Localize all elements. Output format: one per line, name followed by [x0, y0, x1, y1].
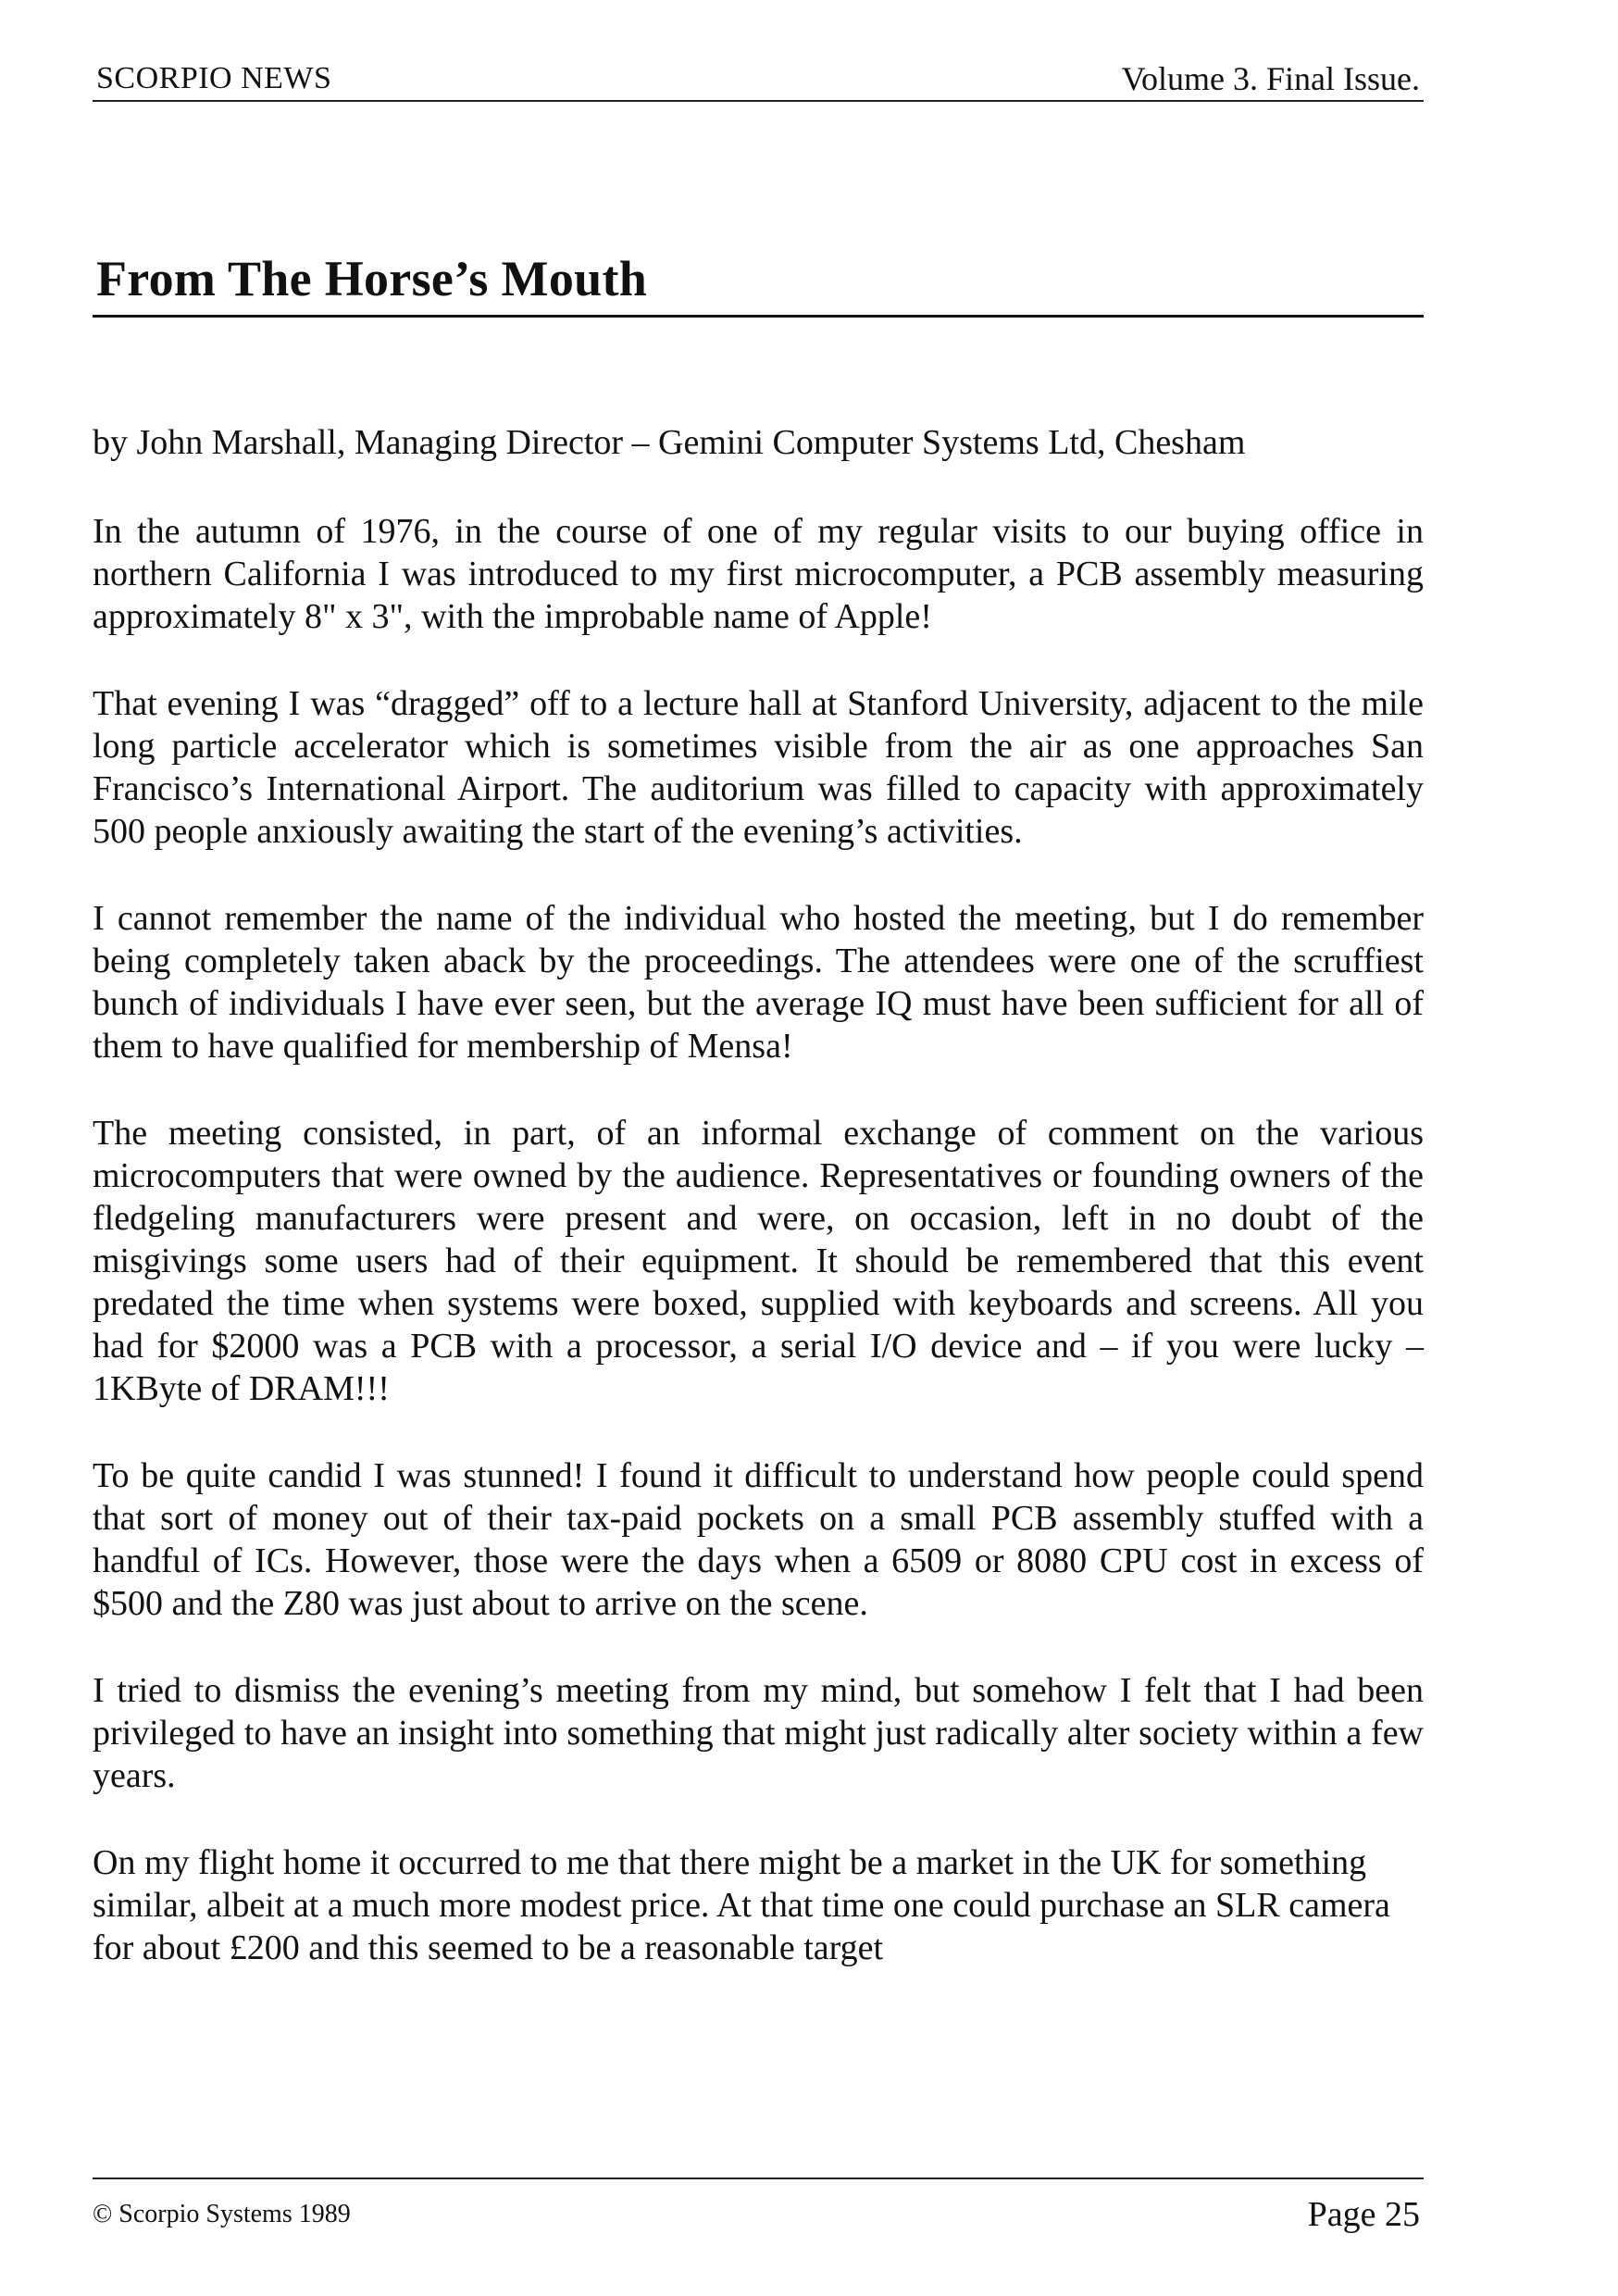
article-title: From The Horse’s Mouth: [96, 251, 648, 306]
paragraph: I cannot remember the name of the individual who hosted the meeting, but I do remember being completely taken aback by the proceedings. The attendees were one of the scruffiest bunch of individuals I have ever seen, but the average IQ must have been sufficient for all of them to have qualified for membership of Mensa!: [93, 899, 1424, 1066]
paragraph: The meeting consisted, in part, of an informal exchange of comment on the various microcomputers that were owned by the audience. Representatives or founding owners of the fledgeling manufacturers were present and were, on occasion, left in no doubt of the misgivings some users had of their equipment. It should be remembered that this event predated the time when systems were boxed, supplied with keyboards and screens. All you had for $2000 was a PCB with a processor, a serial I/O device and – if you were lucky – 1KByte of DRAM!!!: [93, 1114, 1424, 1408]
byline: by John Marshall, Managing Director – Gemini Computer Systems Ltd, Chesham: [93, 423, 1246, 462]
publication-name: SCORPIO NEWS: [96, 61, 332, 95]
running-header: [93, 52, 1424, 102]
copyright-notice: © Scorpio Systems 1989: [93, 2200, 351, 2228]
running-footer: [93, 2177, 1424, 2244]
paragraph: To be quite candid I was stunned! I found it difficult to understand how people could spend that sort of money out of their tax-paid pockets on a small PCB assembly stuffed with a handful of ICs. However, those were the days when a 6509 or 8080 CPU cost in excess of $500 and the Z80 was just about to arrive on the scene.: [93, 1456, 1424, 1623]
article-title-block: [93, 236, 1424, 318]
page-number: Page 25: [1307, 2195, 1420, 2234]
article-body: [93, 421, 1424, 2014]
issue-label: Volume 3. Final Issue.: [1121, 60, 1420, 97]
paragraph: On my flight home it occurred to me that there might be a market in the UK for something similar, albeit at a much more modest price. At that time one could purchase an SLR camera for about £200 and this seemed to be a reasonable target: [93, 1843, 1390, 1967]
paragraph: That evening I was “dragged” off to a lecture hall at Stanford University, adjacent to the mile long particle accelerator which is sometimes visible from the air as one approaches San Francisco’s International Airport. The auditorium was filled to capacity with approximately 500 people anxiously awaiting the start of the evening’s activities.: [93, 684, 1424, 851]
paragraph: In the autumn of 1976, in the course of one of my regular visits to our buying office in northern California I was introduced to my first microcomputer, a PCB assembly measuring approximately 8" x 3", with the improbable name of Apple!: [93, 512, 1424, 636]
paragraph: I tried to dismiss the evening’s meeting from my mind, but somehow I felt that I had been privileged to have an insight into something that might just radically alter society within a few years.: [93, 1671, 1424, 1795]
